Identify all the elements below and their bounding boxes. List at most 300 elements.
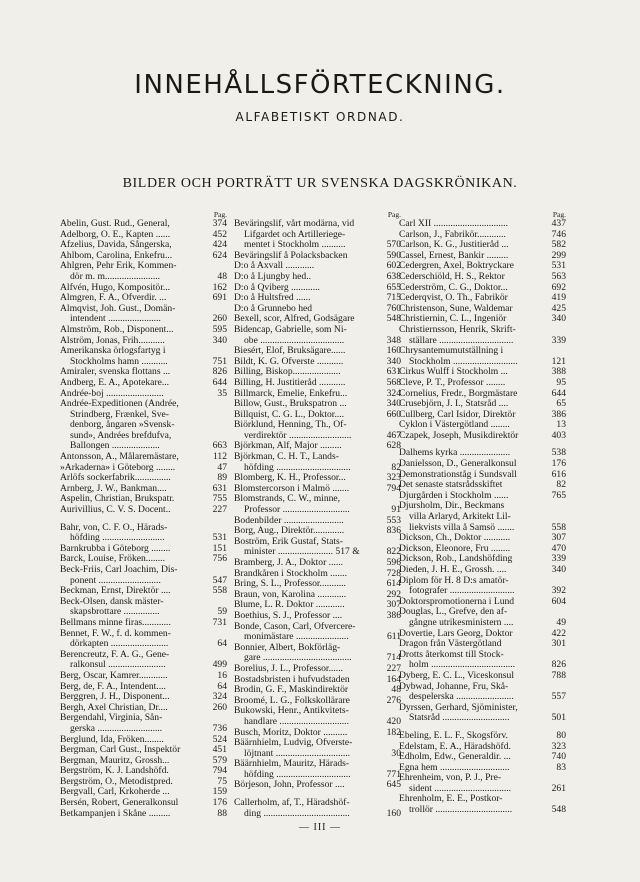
- entry-text: Billquist, C. G. L., Doktor....: [234, 409, 345, 420]
- entry-page-number: 568: [386, 376, 401, 388]
- entry-page-number: 751: [212, 355, 227, 367]
- index-entry: [234, 537, 401, 558]
- index-entry: [234, 367, 401, 378]
- entry-page-number: 151: [212, 542, 227, 554]
- entry-text: Bostadsbristen i hufvudstaden: [234, 674, 350, 685]
- index-entry: [234, 473, 401, 484]
- entry-text: Amiraler, svenska flottans ...: [60, 367, 171, 378]
- entry-page-number: 836: [386, 525, 401, 537]
- entry-page-number: 261: [551, 782, 566, 794]
- entry-text: Brandkåren i Stockholm .......: [234, 568, 347, 579]
- index-entry: [399, 230, 566, 241]
- index-entry: [60, 367, 227, 378]
- index-entry: [60, 809, 227, 820]
- entry-text: Beck-Olsen, dansk mäster-: [60, 596, 164, 607]
- index-entry: [234, 579, 401, 590]
- entry-page-number: 771: [386, 768, 401, 780]
- index-entry: [60, 586, 227, 597]
- index-entry: [234, 389, 401, 400]
- entry-text: Billmarck, Emelie, Enkefru...: [234, 388, 348, 399]
- index-entry: [399, 639, 566, 650]
- index-entry: [60, 565, 227, 586]
- entry-text: Bergman, Mauritz, Grossh...: [60, 755, 170, 766]
- entry-page-number: 339: [551, 334, 566, 346]
- entry-page-number: 260: [212, 313, 227, 325]
- entry-page-number: 691: [212, 292, 227, 304]
- index-entry: [60, 251, 227, 262]
- entry-page-number: 89: [217, 472, 227, 484]
- entry-page-number: 822: [386, 546, 401, 558]
- entry-page-number: 112: [212, 451, 227, 463]
- entry-page-number: 451: [212, 744, 227, 756]
- entry-page-number: 631: [212, 482, 227, 494]
- index-entry: [60, 505, 227, 516]
- index-entry: [234, 410, 401, 421]
- entry-text: Bergström, K. J. Landshöfd.: [60, 766, 169, 777]
- entry-text: Andberg, E. A., Apotekare...: [60, 377, 170, 388]
- entry-page-number: 470: [551, 542, 566, 554]
- entry-text: Dyberg, E. C. L., Viceskonsul: [399, 670, 514, 681]
- entry-page-number: 340: [551, 313, 566, 325]
- page-column-header: Pag.: [213, 210, 227, 219]
- entry-text: dör m. m.......................: [70, 271, 161, 282]
- index-entry: [60, 261, 227, 282]
- entry-text: Biesért, Elof, Bruksägare......: [234, 346, 346, 357]
- entry-text: intendent ......................: [70, 314, 161, 325]
- entry-page-number: 176: [551, 458, 566, 470]
- index-entry: [60, 336, 227, 347]
- entry-text: Stockholm ...........................: [409, 356, 518, 367]
- entry-text: Barnkrubba i Göteborg ........: [60, 543, 171, 554]
- entry-page-number: 715: [386, 292, 401, 304]
- entry-page-number: 82: [556, 479, 566, 491]
- entry-text: Bukowski, Henr., Antikvitets-: [234, 706, 349, 717]
- entry-page-number: 547: [212, 574, 227, 586]
- entry-page-number: 16: [217, 669, 227, 681]
- index-entry: [399, 389, 566, 400]
- entry-page-number: 595: [212, 323, 227, 335]
- entry-text: Betkampanjen i Skåne .........: [60, 808, 171, 819]
- index-entry: [60, 618, 227, 629]
- entry-page-number: 628: [386, 440, 401, 452]
- entry-text: Bergendahl, Virginia, Sån-: [60, 713, 163, 724]
- entry-text: villa Arlaryd, Arkitekt Lil-: [409, 512, 511, 523]
- entry-text: Doktorspromotionerna i Lund: [399, 596, 515, 607]
- index-entry: [234, 251, 401, 262]
- letter-gap: [60, 516, 227, 523]
- entry-text: Arnberg, J. W., Bankman....: [60, 483, 167, 494]
- entry-text: Blomberg, K. H., Professor...: [234, 473, 346, 484]
- entry-page-number: 563: [551, 270, 566, 282]
- index-entry: [234, 452, 401, 473]
- entry-page-number: 323: [551, 740, 566, 752]
- index-entry: [60, 399, 227, 452]
- entry-page-number: 227: [386, 662, 401, 674]
- index-entry: [399, 607, 566, 628]
- entry-page-number: 645: [386, 779, 401, 791]
- index-entry: [399, 773, 566, 794]
- entry-text: Blomstercorson i Malmö .......: [234, 483, 350, 494]
- entry-text: D:o å Grunnebo hed: [234, 303, 313, 314]
- entry-text: Stockholms hamn ...........: [70, 356, 168, 367]
- entry-page-number: 731: [212, 616, 227, 628]
- entry-page-number: 35: [217, 387, 227, 399]
- entry-page-number: 299: [551, 249, 566, 261]
- entry-text: Cyklon i Västergötland ........: [399, 420, 510, 431]
- index-entry: [234, 357, 401, 368]
- index-column-3: [399, 210, 566, 816]
- index-entry: [234, 696, 401, 707]
- index-entry: [399, 325, 566, 346]
- index-entry: [234, 558, 401, 569]
- entry-text: Bramberg, J. A., Doktor ......: [234, 558, 344, 568]
- entry-text: Aspelin, Christian, Brukspatr.: [60, 494, 175, 505]
- entry-text: D:o å Hultsfred ......: [234, 293, 311, 304]
- entry-text: verdirektör ..........................: [244, 430, 352, 441]
- entry-text: Beckman, Ernst, Direktör ....: [60, 586, 171, 597]
- entry-page-number: 794: [386, 482, 401, 494]
- entry-text: Dragon från Västergötland: [399, 639, 502, 650]
- entry-text: Berggren, J. H., Disponent...: [60, 692, 170, 703]
- entry-text: Cederschiöld, H. S., Rektor: [399, 271, 505, 282]
- entry-page-number: 292: [386, 588, 401, 600]
- entry-text: Bellmans minne firas............: [60, 617, 171, 628]
- entry-text: löjtnant ...............................: [244, 748, 351, 759]
- index-entry: [234, 314, 401, 325]
- letter-gap: [234, 791, 401, 798]
- entry-page-number: 422: [551, 627, 566, 639]
- entry-page-number: 760: [386, 302, 401, 314]
- entry-page-number: 64: [217, 638, 227, 650]
- entry-page-number: 524: [212, 733, 227, 745]
- entry-page-number: 501: [551, 712, 566, 724]
- entry-text: Bäärnhielm, Ludvig, Öfverste-: [234, 738, 353, 749]
- entry-page-number: 340: [386, 355, 401, 367]
- entry-text: Broomé, L. G., Folkskollärare: [234, 695, 350, 706]
- entry-page-number: 660: [386, 408, 401, 420]
- index-entry: [234, 494, 401, 515]
- entry-text: Det senaste statsrådsskiftet: [399, 480, 503, 491]
- entry-text: ding ....................................: [244, 808, 350, 819]
- index-entry: [399, 650, 566, 671]
- entry-text: mentet i Stockholm ..........: [244, 240, 346, 251]
- index-entry: [399, 554, 566, 565]
- entry-text: höfding ...............................: [244, 769, 351, 780]
- index-entry: [60, 346, 227, 367]
- entry-text: monimästare ......................: [244, 632, 349, 643]
- entry-text: Beck-Friis, Carl Joachim, Dis-: [60, 565, 178, 575]
- index-entry: [60, 463, 227, 474]
- entry-text: Carlson, J., Fabrikör............: [399, 229, 506, 240]
- entry-page-number: 420: [386, 715, 401, 727]
- entry-text: Lifgardet och Artilleriege-: [244, 229, 346, 240]
- index-entry: [399, 703, 566, 724]
- entry-page-number: 227: [212, 504, 227, 516]
- entry-text: Ahlbom, Carolina, Enkefru...: [60, 250, 173, 261]
- entry-text: Alström, Jonas, Frih...........: [60, 335, 165, 346]
- entry-text: Boström, Erik Gustaf, Stats-: [234, 536, 343, 547]
- entry-text: Almgren, F. A., Öfverdir. ...: [60, 293, 167, 304]
- entry-page-number: 611: [386, 631, 401, 643]
- index-entry: [399, 251, 566, 262]
- entry-text: Billow, Gust., Brukspatron ...: [234, 399, 347, 410]
- entry-text: Björkman, Alf, Major .........: [234, 441, 342, 452]
- entry-text: gångne utrikesministern ....: [409, 617, 514, 628]
- index-entry: [60, 597, 227, 618]
- entry-page-number: 714: [386, 652, 401, 664]
- entry-page-number: 324: [212, 691, 227, 703]
- index-entry: [399, 261, 566, 272]
- entry-text: Drotts återkomst till Stock-: [399, 649, 504, 660]
- entry-text: Ahlgren, Pehr Erik, Kommen-: [60, 261, 177, 272]
- entry-page-number: 49: [556, 616, 566, 628]
- entry-page-number: 95: [556, 376, 566, 388]
- entry-text: Dieden, J. H. E., Grossh. ....: [399, 565, 507, 575]
- index-entry: [399, 378, 566, 389]
- index-entry: [399, 533, 566, 544]
- index-entry: [234, 685, 401, 696]
- index-entry: [60, 283, 227, 294]
- index-entry: [399, 219, 566, 230]
- index-entry: [60, 523, 227, 544]
- index-entry: [234, 304, 401, 315]
- index-entry: [399, 420, 566, 431]
- entry-page-number: 276: [386, 694, 401, 706]
- entry-page-number: 88: [217, 807, 227, 819]
- entry-text: Czapek, Joseph, Musikdirektör: [399, 430, 519, 441]
- entry-text: Djursholm, Dir., Beckmans: [399, 501, 505, 512]
- index-entry: [60, 787, 227, 798]
- entry-page-number: 64: [217, 680, 227, 692]
- entry-page-number: 176: [212, 797, 227, 809]
- entry-page-number: 499: [212, 659, 227, 671]
- entry-page-number: 82: [391, 461, 401, 473]
- entry-page-number: 419: [551, 292, 566, 304]
- index-entry: [60, 671, 227, 682]
- entry-page-number: 531: [551, 260, 566, 272]
- index-entry: [60, 452, 227, 463]
- entry-page-number: 756: [212, 553, 227, 565]
- entry-text: Christenson, Sune, Waldemar: [399, 303, 513, 314]
- entry-page-number: 765: [551, 489, 566, 501]
- index-entry: [399, 742, 566, 753]
- entry-text: Dyrssen, Gerhard, Sjöminister,: [399, 702, 518, 713]
- index-entry: [234, 441, 401, 452]
- entry-text: Cirkus Wulff i Stockholm ...: [399, 367, 508, 378]
- index-entry: [234, 484, 401, 495]
- entry-page-number: 663: [212, 440, 227, 452]
- entry-text: denborg, ångaren »Svensk-: [70, 420, 175, 431]
- entry-text: Christiernsson, Henrik, Skrift-: [399, 324, 516, 335]
- entry-text: Berglund, Ida, Fröken........: [60, 734, 164, 745]
- index-entry: [399, 763, 566, 774]
- index-entry: [60, 389, 227, 400]
- entry-page-number: 557: [551, 691, 566, 703]
- index-entry: [60, 304, 227, 325]
- entry-text: Antonsson, A., Målaremästare,: [60, 452, 179, 463]
- entry-page-number: 794: [212, 765, 227, 777]
- index-column-2: [234, 210, 401, 819]
- entry-text: Bersén, Robert, Generalkonsul: [60, 798, 179, 809]
- entry-text: Christiernin, C. L., Ingeniör: [399, 314, 507, 325]
- entry-page-number: 159: [212, 786, 227, 798]
- entry-page-number: 13: [556, 419, 566, 431]
- index-entry: [234, 420, 401, 441]
- entry-page-number: 403: [551, 429, 566, 441]
- entry-text: Blume, L. R. Doktor ............: [234, 600, 345, 611]
- entry-text: Ehrenheim, von, P. J., Pre-: [399, 773, 502, 784]
- entry-page-number: 692: [551, 281, 566, 293]
- entry-text: Bennet, F. W., f. d. kommen-: [60, 628, 171, 639]
- entry-text: höfding ...............................: [244, 462, 351, 473]
- index-entry: [60, 554, 227, 565]
- index-entry: [60, 650, 227, 671]
- entry-text: Bildt, K. G. Öfverste ...........: [234, 356, 344, 367]
- index-entry: [234, 378, 401, 389]
- entry-text: Bidencap, Gabrielle, som Ni-: [234, 324, 347, 335]
- index-entry: [234, 798, 401, 819]
- entry-text: sident ................................: [409, 783, 512, 794]
- entry-text: Börjeson, John, Professor ....: [234, 780, 345, 791]
- index-entry: [60, 378, 227, 389]
- entry-page-number: 531: [212, 532, 227, 544]
- entry-text: Bexell, scor, Alfred, Godsägare: [234, 314, 355, 325]
- entry-text: Borg, Aug., Direktör.............: [234, 526, 345, 537]
- index-entry: [234, 293, 401, 304]
- entry-text: Blomstrands, C. W., minne,: [234, 494, 341, 505]
- index-entry: [60, 219, 227, 230]
- entry-page-number: 736: [212, 722, 227, 734]
- index-entry: [399, 576, 566, 597]
- entry-page-number: 162: [212, 281, 227, 293]
- entry-page-number: 339: [551, 553, 566, 565]
- entry-text: Almqvist, Joh. Gust., Domän-: [60, 303, 176, 314]
- entry-page-number: 826: [551, 659, 566, 671]
- index-entry: [60, 735, 227, 746]
- entry-page-number: 604: [551, 595, 566, 607]
- entry-page-number: 164: [386, 673, 401, 685]
- index-entry: [234, 325, 401, 346]
- index-entry: [399, 731, 566, 742]
- entry-page-number: 340: [551, 564, 566, 575]
- entry-page-number: 160: [386, 807, 401, 819]
- page-column-header: Pag.: [552, 210, 566, 219]
- index-entry: [60, 692, 227, 703]
- index-entry: [399, 752, 566, 763]
- entry-text: Dickson, Eleonore, Fru ........: [399, 543, 511, 554]
- entry-page-number: 746: [551, 228, 566, 240]
- index-entry: [399, 431, 566, 442]
- entry-text: Abelin, Gust. Rud., General,: [60, 219, 170, 229]
- entry-page-number: 425: [551, 302, 566, 314]
- index-entry: [399, 491, 566, 502]
- index-entry: [60, 544, 227, 555]
- index-entry: [234, 261, 401, 272]
- entry-page-number: 616: [551, 468, 566, 480]
- entry-text: Berencreutz, F. A. G., Gene-: [60, 649, 170, 660]
- index-entry: [399, 501, 566, 533]
- entry-text: Bergström, O., Metodistpred.: [60, 776, 173, 787]
- index-entry: [60, 713, 227, 734]
- index-entry: [234, 759, 401, 780]
- letter-gap: [399, 724, 566, 731]
- entry-page-number: 340: [212, 334, 227, 346]
- entry-text: Boethius, S. J., Professor ....: [234, 610, 343, 621]
- entry-text: Braun, von, Karolina ............: [234, 589, 347, 600]
- entry-page-number: 452: [212, 228, 227, 240]
- entry-text: gare .....................................: [244, 653, 352, 664]
- entry-text: trollör ................................: [409, 805, 513, 816]
- entry-text: Edelstam, E. A., Häradshöfd.: [399, 741, 511, 752]
- entry-text: Callerholm, af, T., Häradshöf-: [234, 798, 350, 809]
- entry-text: minister ....................... 517 &: [244, 547, 360, 558]
- entry-page-number: 424: [212, 239, 227, 251]
- index-entry: [234, 526, 401, 537]
- index-entry: [399, 565, 566, 576]
- entry-text: Dickson, Ch., Doktor ...........: [399, 533, 511, 544]
- index-entry: [234, 219, 401, 251]
- page-title: INNEHÅLLSFÖRTECKNING.: [134, 70, 506, 100]
- entry-text: Cornelius, Fredr., Borgmästare: [399, 388, 518, 399]
- entry-text: Bonnier, Albert, Bokförläg-: [234, 642, 341, 653]
- entry-page-number: 323: [386, 472, 401, 484]
- index-column-1: [60, 210, 227, 819]
- index-entry: [399, 314, 566, 325]
- entry-text: Beväringslif, vårt modärna, vid: [234, 219, 355, 229]
- entry-text: Bergh, Axel Christian, Dr....: [60, 702, 168, 713]
- entry-page-number: 570: [386, 239, 401, 251]
- entry-page-number: 160: [386, 345, 401, 357]
- index-entry: [60, 230, 227, 241]
- index-entry: [234, 283, 401, 294]
- entry-page-number: 553: [386, 514, 401, 526]
- entry-text: obe ...................................: [244, 335, 345, 346]
- index-entry: [60, 703, 227, 714]
- entry-page-number: 467: [386, 429, 401, 441]
- entry-page-number: 386: [386, 609, 401, 621]
- entry-text: höfding ..........................: [70, 533, 165, 544]
- index-entry: [234, 675, 401, 686]
- entry-text: Cederqvist, O. Th., Fabrikör: [399, 293, 508, 304]
- entry-text: Douglas, L., Grefve, den af-: [399, 607, 508, 618]
- entry-page-number: 386: [551, 408, 566, 420]
- index-entry: [399, 544, 566, 555]
- entry-page-number: 30: [391, 747, 401, 759]
- letter-gap: [399, 441, 566, 448]
- entry-page-number: 538: [551, 447, 566, 459]
- entry-text: Bäärnhielm, Mauritz, Härads-: [234, 759, 350, 770]
- index-entry: [399, 459, 566, 470]
- index-entry: [234, 738, 401, 759]
- page-subtitle: ALFABETISKT ORDNAD.: [235, 110, 405, 124]
- entry-page-number: 75: [217, 775, 227, 787]
- entry-text: Cassel, Ernest, Bankir .........: [399, 250, 509, 261]
- entry-text: Ehrenholm, E. E., Postkor-: [399, 794, 503, 805]
- index-entry: [399, 629, 566, 640]
- index-entry: [60, 629, 227, 650]
- entry-text: Demonstrationståg i Sundsvall: [399, 469, 517, 480]
- entry-text: Bergman, Carl Gust., Inspektör: [60, 745, 181, 756]
- entry-text: Amerikanska örlogsfartyg i: [60, 346, 166, 357]
- entry-text: Crusebjörn, J. I., Statsråd ....: [399, 399, 509, 410]
- index-entry: [399, 682, 566, 703]
- index-entry: [399, 240, 566, 251]
- entry-text: Dickson, Rob., Landshöfding: [399, 554, 513, 565]
- entry-page-number: 740: [551, 751, 566, 763]
- entry-text: D:o å Qviberg ............: [234, 282, 320, 293]
- index-entry: [60, 766, 227, 777]
- index-entry: [399, 410, 566, 421]
